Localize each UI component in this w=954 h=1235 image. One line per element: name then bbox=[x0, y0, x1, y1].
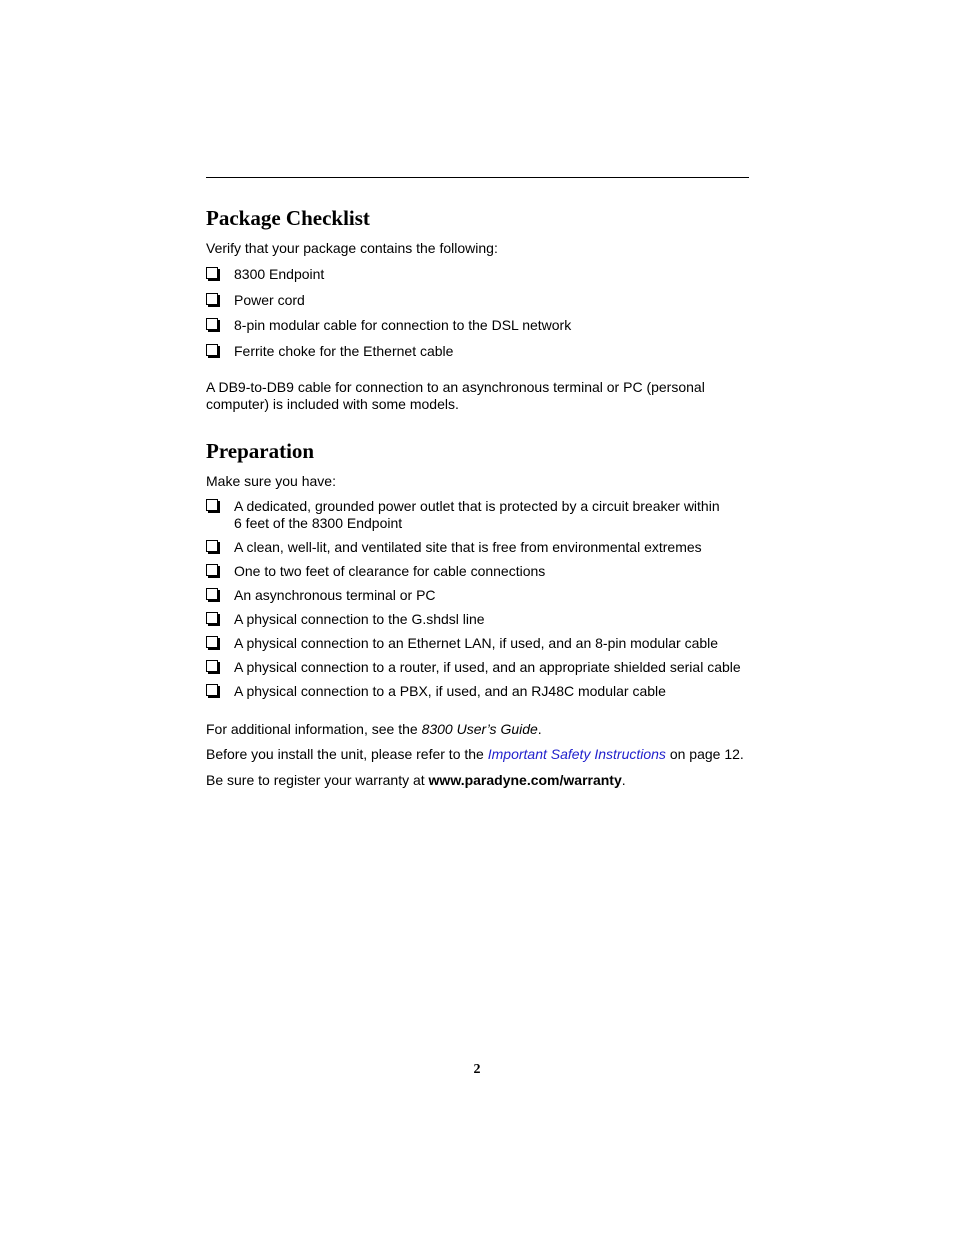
checkbox-icon bbox=[206, 293, 218, 305]
list-item: Ferrite choke for the Ethernet cable bbox=[206, 343, 751, 360]
package-checklist bbox=[206, 266, 751, 360]
heading-package-checklist: Package Checklist bbox=[206, 206, 370, 230]
package-intro: Verify that your package contains the following: bbox=[206, 240, 498, 256]
additional-info: For additional information, see the 8300 User’s Guide. bbox=[206, 720, 542, 737]
page-content bbox=[206, 200, 751, 789]
list-item: A physical connection to a PBX, if used, and an RJ48C modular cable bbox=[206, 683, 751, 700]
checkbox-icon bbox=[206, 612, 218, 624]
preparation-intro: Make sure you have: bbox=[206, 472, 336, 489]
list-item: An asynchronous terminal or PC bbox=[206, 587, 751, 604]
list-item: 8300 Endpoint bbox=[206, 266, 751, 283]
list-item: A physical connection to a router, if used, and an appropriate shielded serial cable bbox=[206, 659, 751, 676]
list-item: A physical connection to an Ethernet LAN, if used, and an 8-pin modular cable bbox=[206, 635, 751, 652]
checkbox-icon bbox=[206, 684, 218, 696]
list-item: 8-pin modular cable for connection to the DSL network bbox=[206, 317, 751, 334]
safety-instructions-link[interactable]: Important Safety Instructions bbox=[487, 746, 666, 762]
list-item: A physical connection to the G.shdsl line bbox=[206, 611, 751, 628]
checkbox-icon bbox=[206, 344, 218, 356]
list-item: Power cord bbox=[206, 292, 751, 309]
list-item: One to two feet of clearance for cable connections bbox=[206, 563, 751, 580]
checkbox-icon bbox=[206, 636, 218, 648]
checkbox-icon bbox=[206, 318, 218, 330]
top-rule bbox=[206, 177, 749, 178]
package-note: A DB9-to-DB9 cable for connection to an asynchronous terminal or PC (personal computer) is included with some models. bbox=[206, 378, 705, 412]
checkbox-icon bbox=[206, 540, 218, 552]
safety-reference: Before you install the unit, please refer to the Important Safety Instructions on page 12. bbox=[206, 746, 744, 762]
list-item: A clean, well-lit, and ventilated site that is free from environmental extremes bbox=[206, 539, 751, 556]
page-number: 2 bbox=[473, 1062, 481, 1077]
guide-title: 8300 User’s Guide bbox=[421, 720, 538, 737]
checkbox-icon bbox=[206, 564, 218, 576]
preparation-checklist bbox=[206, 498, 751, 700]
checkbox-icon bbox=[206, 267, 218, 279]
heading-preparation: Preparation bbox=[206, 438, 315, 463]
checkbox-icon bbox=[206, 499, 218, 511]
warranty-url: www.paradyne.com/warranty bbox=[428, 771, 622, 788]
checkbox-icon bbox=[206, 660, 218, 672]
checkbox-icon bbox=[206, 588, 218, 600]
list-item: A dedicated, grounded power outlet that is protected by a circuit breaker within 6 feet of the 8300 Endpoint bbox=[206, 498, 724, 532]
warranty-note: Be sure to register your warranty at www.paradyne.com/warranty. bbox=[206, 771, 626, 788]
